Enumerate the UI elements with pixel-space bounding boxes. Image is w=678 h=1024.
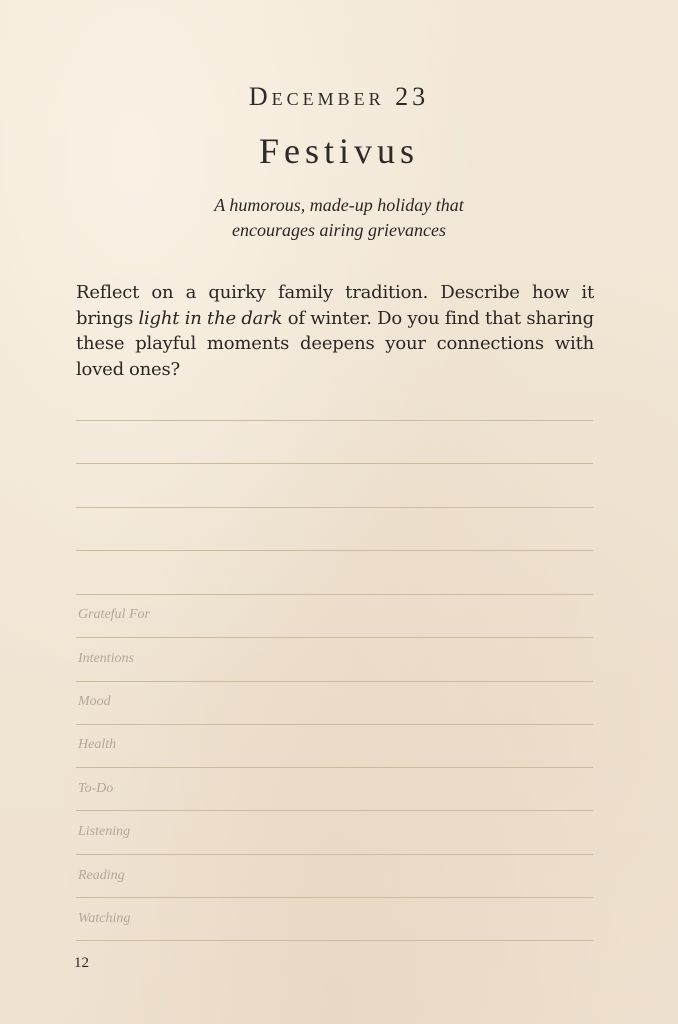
field-label-mood: Mood	[78, 694, 111, 709]
holiday-description	[0, 193, 678, 243]
page-number: 12	[74, 955, 89, 971]
field-label-watching: Watching	[78, 911, 131, 926]
prompt-text-end: of winter. Do you find that sharing these playful moments deepens your connections with loved ones?	[76, 307, 594, 380]
writing-line[interactable]	[76, 550, 593, 551]
writing-line[interactable]	[76, 594, 593, 595]
journal-prompt	[76, 280, 594, 382]
field-line-to-do[interactable]	[76, 810, 593, 811]
field-line-health[interactable]	[76, 767, 593, 768]
writing-line[interactable]	[76, 463, 593, 464]
field-line-intentions[interactable]	[76, 681, 593, 682]
field-label-health: Health	[78, 737, 117, 752]
field-label-to-do: To-Do	[78, 781, 114, 796]
field-line-reading[interactable]	[76, 897, 593, 898]
holiday-description-line-2: encourages airing grievances	[232, 220, 446, 240]
date-title: December 23	[248, 82, 430, 111]
prompt-text-start: Reflect on a quirky family tradition. Describe how it brings	[76, 282, 594, 329]
holiday-description-line-1: A humorous, made-up holiday that	[214, 195, 464, 215]
field-line-mood[interactable]	[76, 724, 593, 725]
field-line-watching[interactable]	[76, 940, 593, 941]
field-label-intentions: Intentions	[78, 651, 134, 666]
writing-line[interactable]	[76, 420, 593, 421]
field-line-grateful-for[interactable]	[76, 637, 593, 638]
field-label-listening: Listening	[78, 824, 131, 839]
field-line-listening[interactable]	[76, 854, 593, 855]
prompt-emphasis: light in the dark	[138, 307, 283, 329]
field-label-grateful-for: Grateful For	[78, 607, 150, 622]
field-label-reading: Reading	[78, 868, 125, 883]
holiday-title: Festivus	[258, 131, 420, 171]
writing-line[interactable]	[76, 507, 593, 508]
